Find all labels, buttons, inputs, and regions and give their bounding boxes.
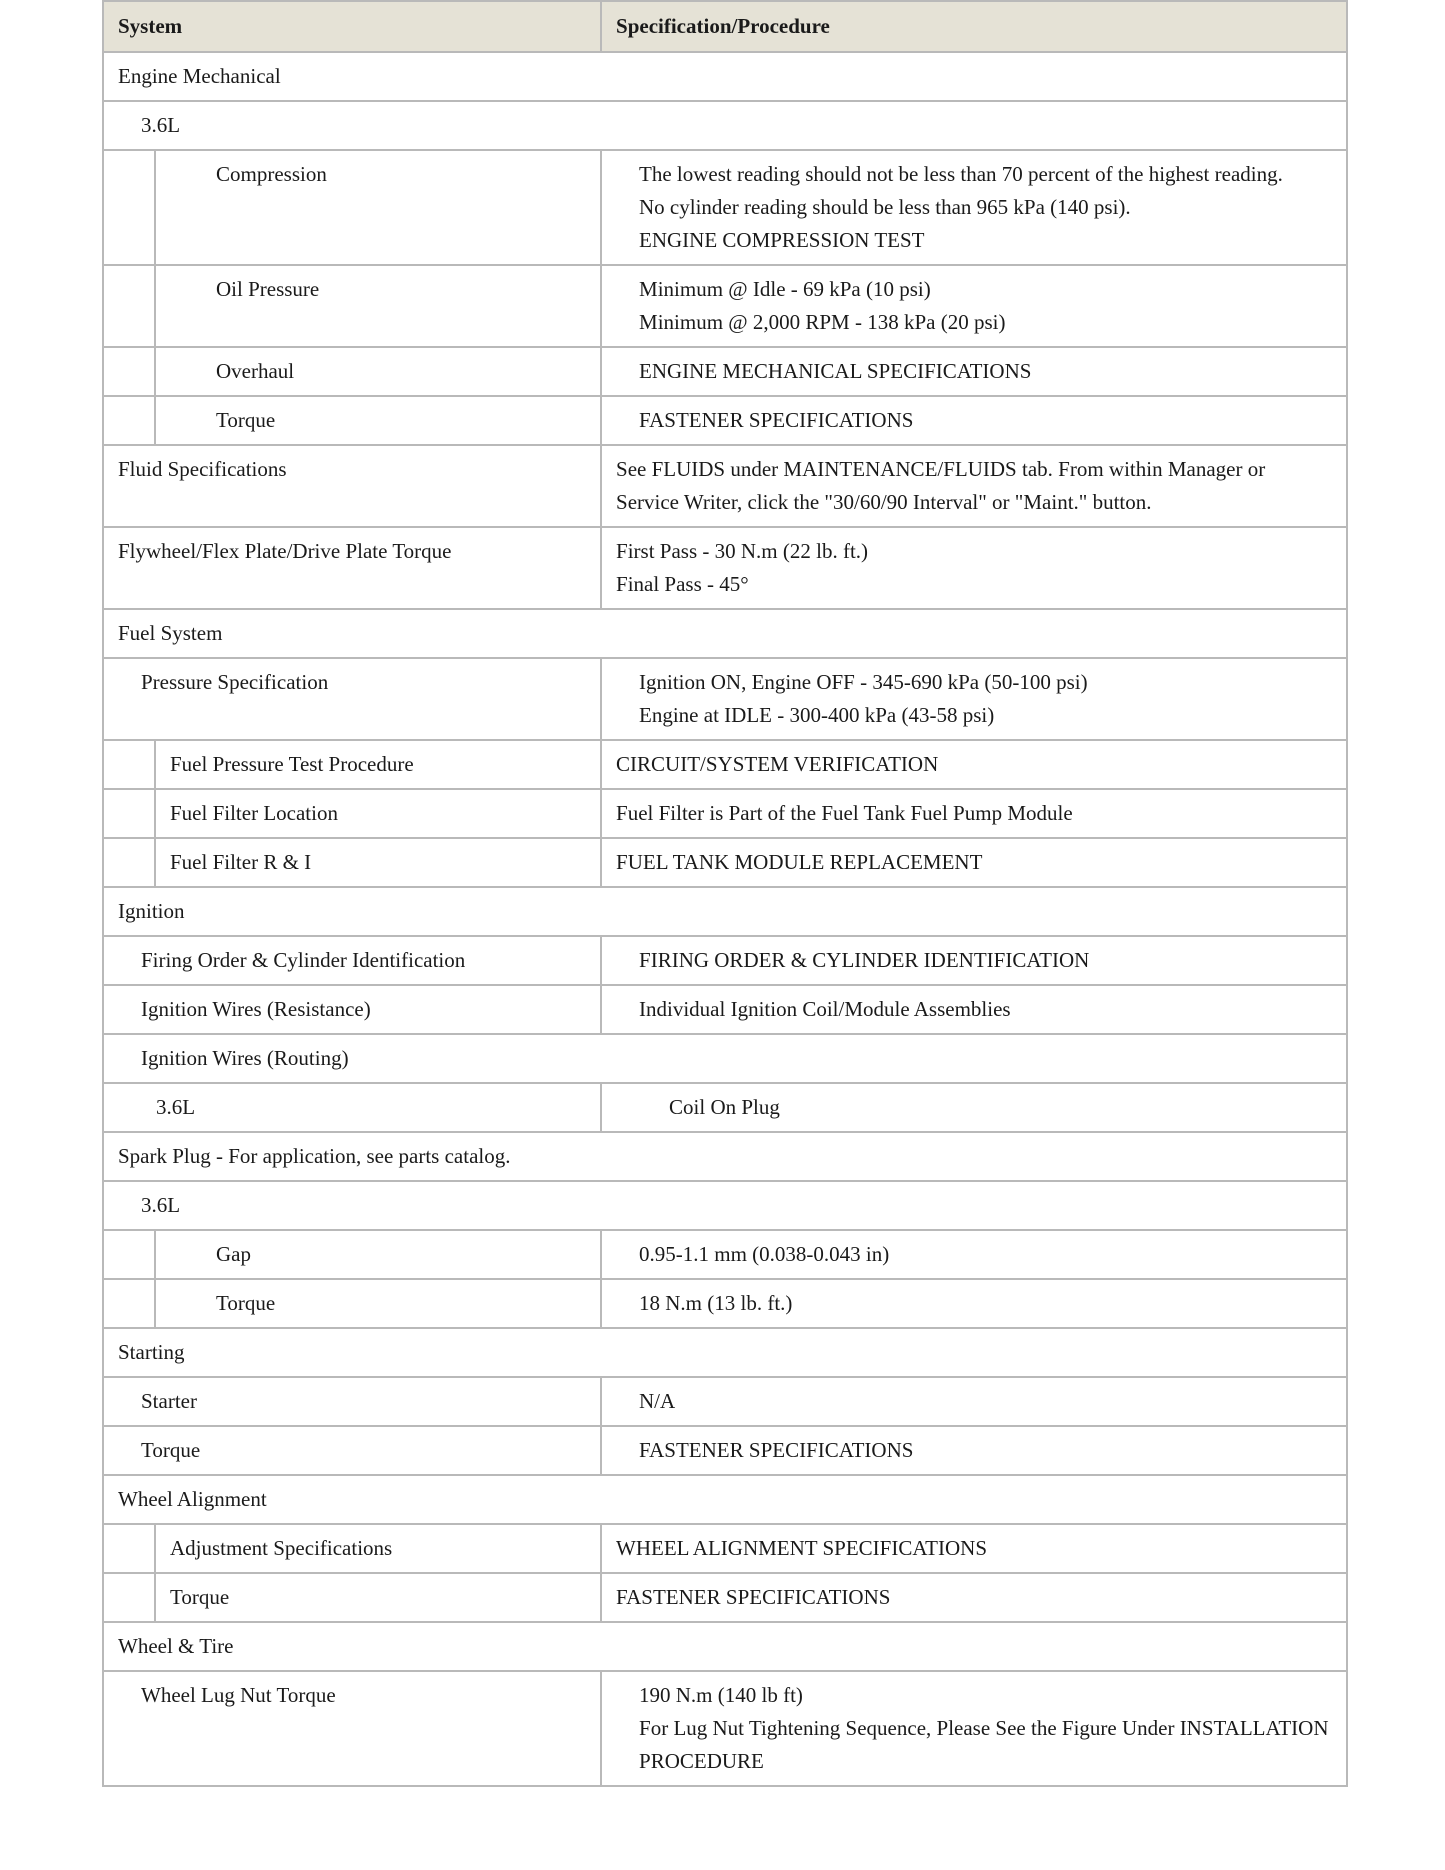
row-label: 3.6L — [103, 1083, 601, 1132]
subsection-label: 3.6L — [103, 101, 1347, 150]
header-row — [103, 1, 1347, 52]
row-label: Oil Pressure — [155, 265, 601, 347]
row-value: FUEL TANK MODULE REPLACEMENT — [601, 838, 1347, 887]
section-row-starting — [103, 1328, 1347, 1377]
row-label: Torque — [155, 1279, 601, 1328]
indent-cell — [103, 1573, 155, 1622]
table-row-fuel-pressure-test — [103, 740, 1347, 789]
table-row-alignment-torque — [103, 1573, 1347, 1622]
table-row-fluid-specifications — [103, 445, 1347, 527]
row-value: FASTENER SPECIFICATIONS — [601, 1573, 1347, 1622]
row-value — [601, 150, 1347, 265]
section-row-fuel-system — [103, 609, 1347, 658]
section-label: Wheel Alignment — [103, 1475, 1347, 1524]
row-value — [601, 658, 1347, 740]
row-label: Torque — [103, 1426, 601, 1475]
row-value: ENGINE MECHANICAL SPECIFICATIONS — [601, 347, 1347, 396]
row-label: Torque — [155, 1573, 601, 1622]
value-line: 190 N.m (140 lb ft) — [639, 1683, 803, 1707]
row-label: Fuel Filter R & I — [155, 838, 601, 887]
table-row-engine-torque — [103, 396, 1347, 445]
row-label: Wheel Lug Nut Torque — [103, 1671, 601, 1786]
indent-cell — [103, 789, 155, 838]
row-value: Individual Ignition Coil/Module Assemblies — [601, 985, 1347, 1034]
section-row-wheel-alignment — [103, 1475, 1347, 1524]
row-value: WHEEL ALIGNMENT SPECIFICATIONS — [601, 1524, 1347, 1573]
table-row-overhaul — [103, 347, 1347, 396]
row-label: Firing Order & Cylinder Identification — [103, 936, 601, 985]
table-row-spark-plug-gap — [103, 1230, 1347, 1279]
table-row-starter — [103, 1377, 1347, 1426]
section-label: Spark Plug - For application, see parts catalog. — [103, 1132, 1347, 1181]
header-system: System — [103, 1, 601, 52]
indent-cell — [103, 265, 155, 347]
row-label: Starter — [103, 1377, 601, 1426]
table-row-starter-torque — [103, 1426, 1347, 1475]
row-label: Fluid Specifications — [103, 445, 601, 527]
row-label: Flywheel/Flex Plate/Drive Plate Torque — [103, 527, 601, 609]
section-label: Ignition — [103, 887, 1347, 936]
value-line: Engine at IDLE - 300-400 kPa (43-58 psi) — [639, 703, 995, 727]
row-label: Gap — [155, 1230, 601, 1279]
table-row-wheel-lug-nut-torque — [103, 1671, 1347, 1786]
value-line: Minimum @ Idle - 69 kPa (10 psi) — [639, 277, 931, 301]
row-value: FASTENER SPECIFICATIONS — [601, 396, 1347, 445]
subsection-row-ignition-wires-routing — [103, 1034, 1347, 1083]
section-row-wheel-tire — [103, 1622, 1347, 1671]
row-value: CIRCUIT/SYSTEM VERIFICATION — [601, 740, 1347, 789]
section-row-ignition — [103, 887, 1347, 936]
table-row-spark-plug-torque — [103, 1279, 1347, 1328]
row-value — [601, 265, 1347, 347]
row-value: 0.95-1.1 mm (0.038-0.043 in) — [601, 1230, 1347, 1279]
table-row-ignition-wires-resistance — [103, 985, 1347, 1034]
table-row-fuel-filter-location — [103, 789, 1347, 838]
table-row-firing-order — [103, 936, 1347, 985]
value-line: Minimum @ 2,000 RPM - 138 kPa (20 psi) — [639, 310, 1006, 334]
row-value: Fuel Filter is Part of the Fuel Tank Fuel Pump Module — [601, 789, 1347, 838]
subsection-row-spark-plug-3-6l — [103, 1181, 1347, 1230]
subsection-label: 3.6L — [103, 1181, 1347, 1230]
table-row-routing-3-6l — [103, 1083, 1347, 1132]
row-label: Fuel Filter Location — [155, 789, 601, 838]
section-row-engine-mechanical — [103, 52, 1347, 101]
row-value: See FLUIDS under MAINTENANCE/FLUIDS tab. From within Manager or Service Writer, click the "30/60/90 Interval" or "Maint." button. — [601, 445, 1347, 527]
value-line: The lowest reading should not be less than 70 percent of the highest reading. — [639, 162, 1283, 186]
header-spec: Specification/Procedure — [601, 1, 1347, 52]
row-value: FIRING ORDER & CYLINDER IDENTIFICATION — [601, 936, 1347, 985]
row-value: 18 N.m (13 lb. ft.) — [601, 1279, 1347, 1328]
indent-cell — [103, 1279, 155, 1328]
indent-cell — [103, 347, 155, 396]
section-label: Starting — [103, 1328, 1347, 1377]
row-label: Pressure Specification — [103, 658, 601, 740]
subsection-label: Ignition Wires (Routing) — [103, 1034, 1347, 1083]
table-row-pressure-specification — [103, 658, 1347, 740]
table-row-compression — [103, 150, 1347, 265]
indent-cell — [103, 1524, 155, 1573]
row-value — [601, 1671, 1347, 1786]
value-line: First Pass - 30 N.m (22 lb. ft.) — [616, 539, 869, 563]
indent-cell — [103, 1230, 155, 1279]
row-label: Overhaul — [155, 347, 601, 396]
value-line: No cylinder reading should be less than 965 kPa (140 psi). — [639, 195, 1131, 219]
row-value: N/A — [601, 1377, 1347, 1426]
table-row-fuel-filter-ri — [103, 838, 1347, 887]
row-value: FASTENER SPECIFICATIONS — [601, 1426, 1347, 1475]
table-row-oil-pressure — [103, 265, 1347, 347]
value-line: For Lug Nut Tightening Sequence, Please See the Figure Under INSTALLATION PROCEDURE — [639, 1716, 1329, 1773]
row-label: Ignition Wires (Resistance) — [103, 985, 601, 1034]
value-line: Ignition ON, Engine OFF - 345-690 kPa (50-100 psi) — [639, 670, 1088, 694]
section-label: Fuel System — [103, 609, 1347, 658]
section-row-spark-plug — [103, 1132, 1347, 1181]
subsection-row-engine-3-6l — [103, 101, 1347, 150]
indent-cell — [103, 740, 155, 789]
section-label: Wheel & Tire — [103, 1622, 1347, 1671]
specifications-table — [102, 0, 1348, 1787]
indent-cell — [103, 150, 155, 265]
indent-cell — [103, 396, 155, 445]
row-value — [601, 527, 1347, 609]
row-label: Compression — [155, 150, 601, 265]
table-row-flywheel-torque — [103, 527, 1347, 609]
indent-cell — [103, 838, 155, 887]
value-line: Final Pass - 45° — [616, 572, 749, 596]
row-label: Adjustment Specifications — [155, 1524, 601, 1573]
section-label: Engine Mechanical — [103, 52, 1347, 101]
row-label: Torque — [155, 396, 601, 445]
row-value: Coil On Plug — [601, 1083, 1347, 1132]
value-line: ENGINE COMPRESSION TEST — [639, 228, 925, 252]
table-row-adjustment-specifications — [103, 1524, 1347, 1573]
row-label: Fuel Pressure Test Procedure — [155, 740, 601, 789]
